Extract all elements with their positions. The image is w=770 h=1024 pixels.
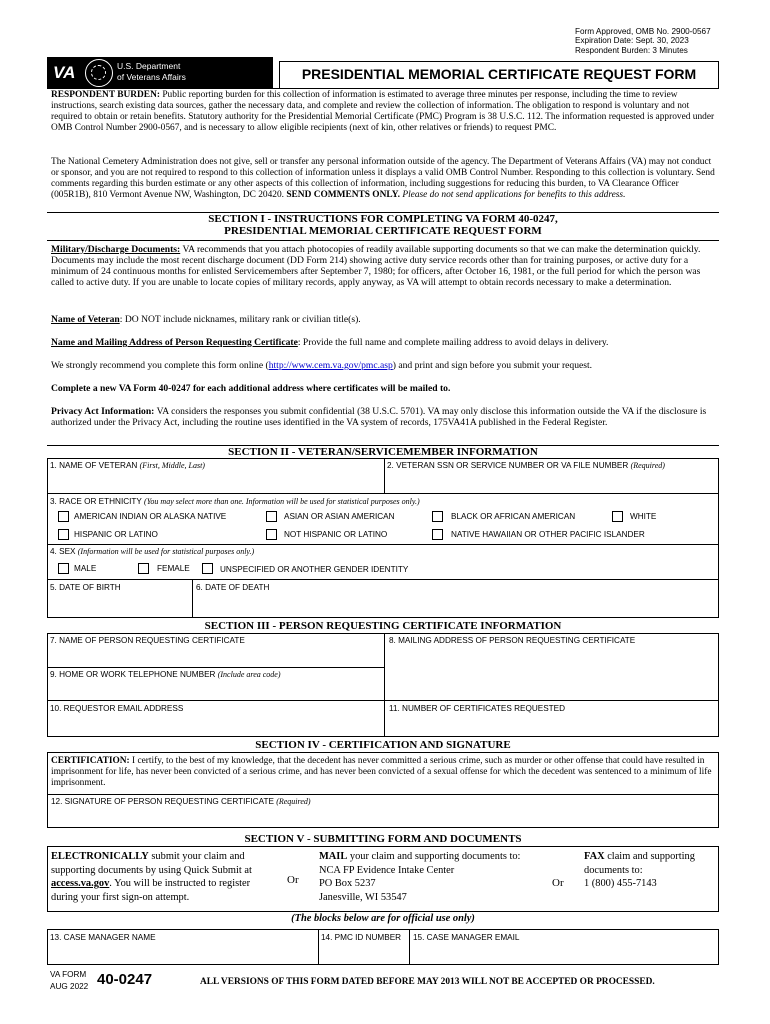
footer-date: AUG 2022 <box>50 982 89 991</box>
sex-other-label: UNSPECIFIED OR ANOTHER GENDER IDENTITY <box>220 565 409 574</box>
f3-hint: (You may select more than one. Information will be used for statistical purposes only.) <box>144 497 420 506</box>
f1-hint: (First, Middle, Last) <box>139 461 205 470</box>
race-aian-label: AMERICAN INDIAN OR ALASKA NATIVE <box>74 512 227 521</box>
electronic-option <box>51 850 276 904</box>
mail-address-3: Janesville, WI 53547 <box>319 891 407 903</box>
form-header <box>47 57 719 88</box>
race-hispanic-label: HISPANIC OR LATINO <box>74 530 158 539</box>
access-va-link[interactable]: access.va.gov <box>51 878 110 890</box>
name-text: : DO NOT include nicknames, military rank or civilian title(s). <box>119 314 361 325</box>
f12-label: 12. SIGNATURE OF PERSON REQUESTING CERTIFICATE <box>51 797 277 806</box>
race-aian-checkbox[interactable] <box>58 511 69 522</box>
privacy-act <box>51 406 717 428</box>
respondent-burden-time: Respondent Burden: 3 Minutes <box>575 45 688 55</box>
section-1-rule <box>47 240 719 241</box>
elec-bold: ELECTRONICALLY <box>51 851 149 862</box>
date-of-death-field[interactable] <box>192 579 719 618</box>
sex-female-label: FEMALE <box>157 564 190 573</box>
f13-label: 13. CASE MANAGER NAME <box>50 933 156 942</box>
case-manager-email-field[interactable] <box>409 929 719 965</box>
online-text-2: ) and print and sign before you submit your request. <box>392 360 593 371</box>
sex-female-checkbox[interactable] <box>138 563 149 574</box>
certificates-count-field[interactable] <box>384 700 719 737</box>
race-hispanic-checkbox[interactable] <box>58 529 69 540</box>
mailing-text: : Provide the full name and complete mailing address to avoid delays in delivery. <box>297 337 609 348</box>
race-nhpi-label: NATIVE HAWAIIAN OR OTHER PACIFIC ISLANDER <box>451 530 645 539</box>
f5-label: 5. DATE OF BIRTH <box>50 583 121 592</box>
section-4-title: SECTION IV - CERTIFICATION AND SIGNATURE <box>255 739 511 751</box>
f4-hint: (Information will be used for statistical purposes only.) <box>77 547 255 556</box>
burden-label: RESPONDENT BURDEN: <box>51 90 160 100</box>
sex-male-label: MALE <box>74 564 97 573</box>
omb-info <box>575 27 711 55</box>
cert-label: CERTIFICATION: <box>51 756 130 766</box>
expiration-date: Expiration Date: Sept. 30, 2023 <box>575 36 689 46</box>
official-use-note: (The blocks below are for official use only) <box>291 913 475 924</box>
section-3-title: SECTION III - PERSON REQUESTING CERTIFICATE INFORMATION <box>204 620 562 632</box>
f9-hint: (Include area code) <box>217 670 281 679</box>
va-logo <box>47 57 273 88</box>
military-docs <box>51 244 717 288</box>
mail-bold: MAIL <box>319 851 348 862</box>
online-instr <box>51 360 717 371</box>
f2-label: 2. VETERAN SSN OR SERVICE NUMBER OR VA FILE NUMBER <box>387 461 631 470</box>
header-rule <box>47 88 719 89</box>
no-applications: Please do not send applications for benefits to this address. <box>400 190 626 200</box>
section-1-title-line1: SECTION I - INSTRUCTIONS FOR COMPLETING VA FORM 40-0247, <box>208 213 558 225</box>
or-2: Or <box>552 877 564 889</box>
race-asian-checkbox[interactable] <box>266 511 277 522</box>
nca-text: The National Cemetery Administration does not give, sell or transfer any personal information outside of the agency. The Department of Veterans Affairs (VA) may not conduct or sponsor, and you are not required to respond to this collection of information unless it displays a valid OMB Control Number. Responding to this collection is voluntary. Send comments regarding this burden estimate or any other aspects of this collection of information, including suggestions for reducing this burden, to VA Clearance Officer (005R1B), 810 Vermont Avenue NW, Washington, DC 20420. <box>51 157 715 200</box>
pmc-id-field[interactable] <box>318 929 410 965</box>
new-form-instr: Complete a new VA Form 40-0247 for each additional address where certificates will be mailed to. <box>51 383 451 394</box>
section-1-title-line2: PRESIDENTIAL MEMORIAL CERTIFICATE REQUEST FORM <box>224 225 542 237</box>
f4-label: 4. SEX <box>50 547 78 556</box>
f7-label: 7. NAME OF PERSON REQUESTING CERTIFICATE <box>50 636 245 645</box>
race-not-hispanic-checkbox[interactable] <box>266 529 277 540</box>
name-of-veteran-instr <box>51 314 717 325</box>
privacy-text: VA considers the responses you submit confidential (38 U.S.C. 5701). VA may only disclose this information outside the VA if the disclosure is authorized under the Privacy Act, including the routine uses identified in the VA system of records, 175VA41A published in the Federal Register. <box>51 406 707 428</box>
send-comments: SEND COMMENTS ONLY. <box>286 190 400 200</box>
elec-text-2: . You will be instructed to register during your first sign-on attempt. <box>51 878 251 903</box>
telephone-field[interactable] <box>47 667 385 701</box>
veteran-ssn-field[interactable] <box>384 458 719 494</box>
footer-form-number: 40-0247 <box>97 971 153 988</box>
f11-label: 11. NUMBER OF CERTIFICATES REQUESTED <box>389 704 566 713</box>
sex-other-checkbox[interactable] <box>202 563 213 574</box>
f8-label: 8. MAILING ADDRESS OF PERSON REQUESTING CERTIFICATE <box>389 636 636 645</box>
date-of-birth-field[interactable] <box>47 579 193 618</box>
race-white-checkbox[interactable] <box>612 511 623 522</box>
footer-notice: ALL VERSIONS OF THIS FORM DATED BEFORE MAY 2013 WILL NOT BE ACCEPTED OR PROCESSED. <box>200 977 655 987</box>
race-black-label: BLACK OR AFRICAN AMERICAN <box>451 512 576 521</box>
privacy-label: Privacy Act Information: <box>51 406 155 417</box>
section-1-title <box>47 212 719 237</box>
military-label: Military/Discharge Documents: <box>51 244 181 255</box>
va-letters: VA <box>53 63 76 82</box>
requester-address-field[interactable] <box>384 633 719 701</box>
burden-text: Public reporting burden for this collection of information is estimated to average three minutes per response, including the time to review instructions, search existing data sources, gather the necessary data, and complete and review the collection of information. The obligation to respond is voluntary and not required to obtain or retain benefits. Statutory authority for the Presidential Memorial Certificate (PMC) Program is 38 U.S.C. 112. The information requested is approved under OMB Control Number 2900-0567, and is necessary to allow eligible recipients (next of kin, other relatives or friends) to request PMC. <box>51 90 715 133</box>
footer-va-form: VA FORM <box>50 970 87 979</box>
footer-form-id <box>50 969 88 993</box>
sex-group <box>47 544 719 580</box>
signature-field[interactable] <box>47 794 719 828</box>
f10-label: 10. REQUESTOR EMAIL ADDRESS <box>50 704 184 713</box>
race-black-checkbox[interactable] <box>432 511 443 522</box>
respondent-burden <box>51 90 717 134</box>
name-label: Name of Veteran <box>51 314 120 325</box>
email-field[interactable] <box>47 700 385 737</box>
online-text-1: We strongly recommend you complete this form online ( <box>51 360 269 371</box>
f1-label: 1. NAME OF VETERAN <box>50 461 140 470</box>
sex-male-checkbox[interactable] <box>58 563 69 574</box>
certification-block <box>47 752 719 795</box>
dept-line-1: U.S. Department <box>117 61 181 71</box>
race-nhpi-checkbox[interactable] <box>432 529 443 540</box>
or-1: Or <box>287 874 299 886</box>
f6-label: 6. DATE OF DEATH <box>196 583 270 592</box>
nca-notice <box>51 157 717 201</box>
va-seal-icon <box>85 59 113 87</box>
race-not-hispanic-label: NOT HISPANIC OR LATINO <box>284 530 388 539</box>
mailing-label: Name and Mailing Address of Person Requesting Certificate <box>51 337 298 348</box>
section-2-title: SECTION II - VETERAN/SERVICEMEMBER INFORMATION <box>47 445 719 458</box>
fax-bold: FAX <box>584 851 605 862</box>
f3-label: 3. RACE OR ETHNICITY <box>50 497 145 506</box>
mail-address-1: NCA FP Evidence Intake Center <box>319 864 455 876</box>
dept-line-2: of Veterans Affairs <box>117 72 186 82</box>
section-5-title: SECTION V - SUBMITTING FORM AND DOCUMENTS <box>244 833 522 845</box>
fax-number: 1 (800) 455-7143 <box>584 878 657 890</box>
race-white-label: WHITE <box>630 512 657 521</box>
mail-option <box>319 850 559 904</box>
mail-address-2: PO Box 5237 <box>319 878 376 890</box>
race-asian-label: ASIAN OR ASIAN AMERICAN <box>284 512 395 521</box>
mail-text: your claim and supporting documents to: <box>347 851 521 862</box>
military-text: VA recommends that you attach photocopies of readily available supporting documents so that we can make the determination quickly. Documents may include the most recent discharge document (DD Form 214) showing active duty service records other than for training purposes, or active duty for a minimum of 24 continuous months for enlisted Servicemembers after September 7, 1980; for officers, after October 16, 1981, or the full period for which the person was called to active duty. If you are unable to locate copies of military records, apply anyway, as VA will attempt to obtain records necessary to make a determination. <box>51 244 701 288</box>
veteran-name-field[interactable] <box>47 458 385 494</box>
form-title: PRESIDENTIAL MEMORIAL CERTIFICATE REQUEST FORM <box>279 61 719 88</box>
case-manager-name-field[interactable] <box>47 929 319 965</box>
fax-option <box>584 850 716 891</box>
online-link[interactable]: http://www.cem.va.gov/pmc.asp <box>268 360 393 371</box>
requester-name-field[interactable] <box>47 633 385 668</box>
f12-hint: (Required) <box>276 797 311 806</box>
f2-hint: (Required) <box>630 461 665 470</box>
cert-text: I certify, to the best of my knowledge, that the decedent has never committed a serious crime, such as murder or other offense that could have resulted in imprisonment for life, has never been convicted of a serious crime, and has never been convicted of a sexual offense for which the decedent was sentenced to a minimum of life imprisonment. <box>51 756 712 788</box>
fax-text: claim and supporting documents to: <box>584 851 695 876</box>
mailing-instr <box>51 337 717 348</box>
f15-label: 15. CASE MANAGER EMAIL <box>413 933 520 942</box>
omb-number: Form Approved, OMB No. 2900-0567 <box>575 27 711 36</box>
f14-label: 14. PMC ID NUMBER <box>321 933 402 942</box>
f9-label: 9. HOME OR WORK TELEPHONE NUMBER <box>50 670 218 679</box>
elec-text-1: submit your claim and supporting documents by using Quick Submit at <box>51 851 252 876</box>
